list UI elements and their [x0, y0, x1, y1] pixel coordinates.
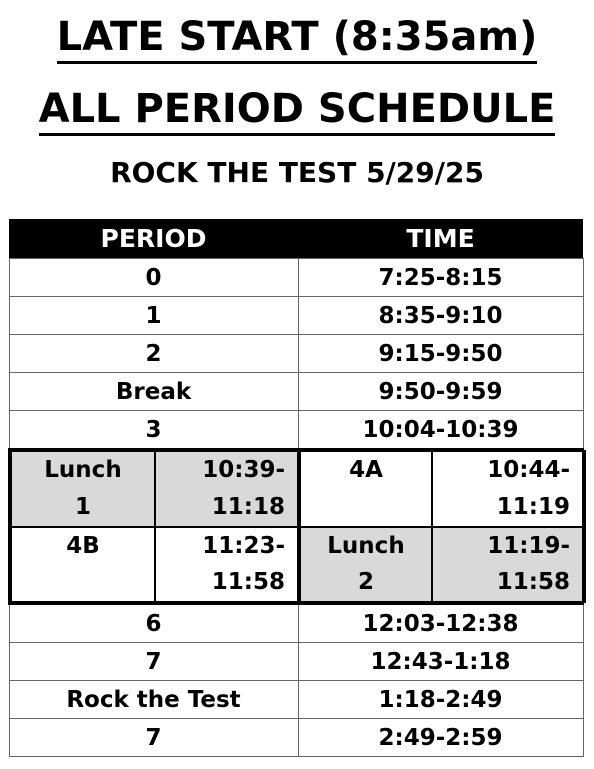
- period-4a-time: 10:44- 11:19: [432, 451, 585, 527]
- lunch-2-time: 11:19- 11:58: [432, 527, 585, 603]
- title-all-period-schedule: ALL PERIOD SCHEDULE: [0, 86, 594, 136]
- lunch-row: [11, 451, 300, 527]
- period-cell: Break: [9, 373, 298, 411]
- lunch-2-label: Lunch 2: [300, 527, 432, 603]
- lunch-row: [300, 527, 585, 603]
- period-cell: Rock the Test: [9, 681, 298, 719]
- time-cell: 7:25-8:15: [298, 259, 583, 297]
- table-row: [9, 643, 583, 681]
- time-cell: 9:15-9:50: [298, 335, 583, 373]
- lunch-right-table: [299, 450, 586, 603]
- period-cell: 2: [9, 335, 298, 373]
- time-cell: 9:50-9:59: [298, 373, 583, 411]
- title-late-start: LATE START (8:35am): [0, 14, 594, 64]
- period-4b-time: 11:23- 11:58: [155, 527, 300, 603]
- period-cell: 1: [9, 297, 298, 335]
- table-row: [9, 259, 583, 297]
- time-cell: 12:03-12:38: [298, 604, 583, 643]
- table-header-row: [9, 219, 583, 259]
- lunch-row: [300, 451, 585, 527]
- period-cell: 6: [9, 604, 298, 643]
- table-row: [9, 681, 583, 719]
- schedule-table: [8, 219, 584, 757]
- lunch-1-label: Lunch 1: [11, 451, 155, 527]
- table-row: [9, 719, 583, 757]
- lunch-block-left: [9, 449, 298, 604]
- table-row: [9, 604, 583, 643]
- column-header-time: TIME: [298, 219, 583, 259]
- period-cell: 0: [9, 259, 298, 297]
- subtitle-rock-the-test: ROCK THE TEST 5/29/25: [110, 156, 484, 189]
- time-cell: 12:43-1:18: [298, 643, 583, 681]
- period-cell: 3: [9, 411, 298, 450]
- lunch-block-right: [298, 449, 583, 604]
- period-4a-label: 4A: [300, 451, 432, 527]
- period-4b-label: 4B: [11, 527, 155, 603]
- table-row: [9, 411, 583, 450]
- lunch-left-table: [10, 450, 301, 603]
- table-row: [9, 297, 583, 335]
- time-cell: 8:35-9:10: [298, 297, 583, 335]
- time-cell: 1:18-2:49: [298, 681, 583, 719]
- table-row: [9, 373, 583, 411]
- lunch-1-time: 10:39- 11:18: [155, 451, 300, 527]
- lunch-block-row: [9, 449, 583, 604]
- time-cell: 2:49-2:59: [298, 719, 583, 757]
- column-header-period: PERIOD: [9, 219, 298, 259]
- time-cell: 10:04-10:39: [298, 411, 583, 450]
- period-cell: 7: [9, 643, 298, 681]
- lunch-row: [11, 527, 300, 603]
- table-row: [9, 335, 583, 373]
- period-cell: 7: [9, 719, 298, 757]
